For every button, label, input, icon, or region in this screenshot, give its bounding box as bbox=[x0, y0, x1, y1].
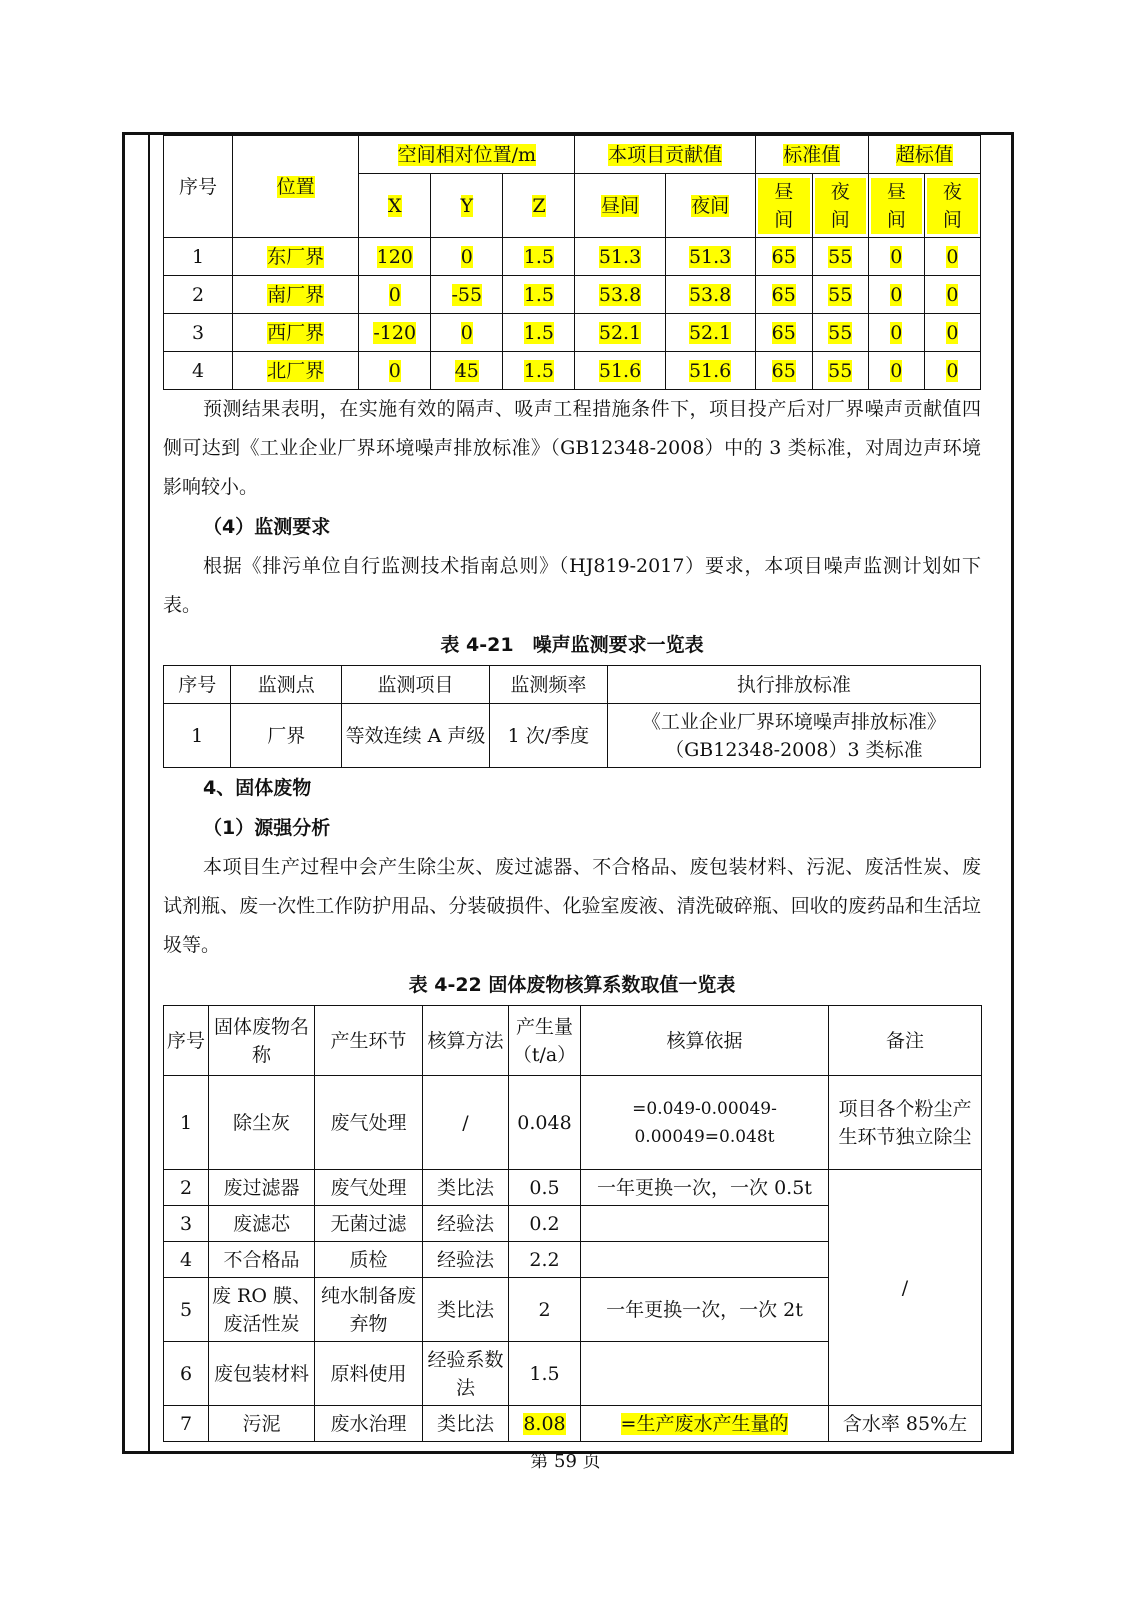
cell-std-night: 55 bbox=[812, 276, 868, 314]
cell-basis: =0.049-0.00049-0.00049=0.048t bbox=[581, 1076, 829, 1170]
cell-day: 51.6 bbox=[575, 352, 665, 390]
cell-x: 0 bbox=[359, 276, 431, 314]
cell-stage: 原料使用 bbox=[315, 1342, 423, 1406]
monitor-table bbox=[163, 665, 981, 768]
cell-std-night: 55 bbox=[812, 352, 868, 390]
cell-std-day: 65 bbox=[755, 238, 812, 276]
cell-seq: 7 bbox=[164, 1406, 209, 1442]
cell-method: 经验系数法 bbox=[423, 1342, 509, 1406]
cell-stage: 废气处理 bbox=[315, 1170, 423, 1206]
cell-amount: 8.08 bbox=[509, 1406, 581, 1442]
cell-ex-day: 0 bbox=[868, 238, 924, 276]
cell-z: 1.5 bbox=[503, 276, 575, 314]
cell-note: 项目各个粉尘产生环节独立除尘 bbox=[829, 1076, 982, 1170]
prediction-paragraph: 预测结果表明，在实施有效的隔声、吸声工程措施条件下，项目投产后对厂界噪声贡献值四侧可达到《工业企业厂界环境噪声排放标准》（GB12348-2008）中的 3 类标准，对周边声环境影响较小。 bbox=[163, 398, 981, 498]
header-exceed: 超标值 bbox=[868, 136, 980, 174]
header-night: 夜间 bbox=[665, 174, 755, 238]
header-freq: 监测频率 bbox=[489, 666, 607, 704]
cell-y: 45 bbox=[431, 352, 503, 390]
monitor-paragraph: 根据《排污单位自行监测技术指南总则》（HJ819-2017）要求，本项目噪声监测计划如下表。 bbox=[163, 555, 981, 616]
cell-seq: 5 bbox=[164, 1278, 209, 1342]
cell-night: 53.8 bbox=[665, 276, 755, 314]
cell-stage: 纯水制备废弃物 bbox=[315, 1278, 423, 1342]
cell-amount: 2 bbox=[509, 1278, 581, 1342]
cell-seq: 6 bbox=[164, 1342, 209, 1406]
cell-z: 1.5 bbox=[503, 352, 575, 390]
cell-seq: 1 bbox=[164, 1076, 209, 1170]
cell-pos: 南厂界 bbox=[233, 276, 359, 314]
header-seq: 序号 bbox=[164, 1006, 209, 1076]
source-analysis-heading: （1）源强分析 bbox=[203, 817, 331, 839]
waste-table bbox=[163, 1005, 982, 1442]
cell-seq: 3 bbox=[164, 314, 233, 352]
header-basis: 核算依据 bbox=[581, 1006, 829, 1076]
cell-std-night: 55 bbox=[812, 314, 868, 352]
cell-stage: 质检 bbox=[315, 1242, 423, 1278]
table-422-caption: 表 4-22 固体废物核算系数取值一览表 bbox=[408, 974, 736, 996]
monitor-heading: （4）监测要求 bbox=[203, 516, 331, 538]
cell-y: -55 bbox=[431, 276, 503, 314]
cell-method: 经验法 bbox=[423, 1242, 509, 1278]
cell-seq: 1 bbox=[164, 238, 233, 276]
cell-name: 除尘灰 bbox=[209, 1076, 315, 1170]
cell-basis: 一年更换一次，一次 2t bbox=[581, 1278, 829, 1342]
cell-night: 51.6 bbox=[665, 352, 755, 390]
cell-amount: 1.5 bbox=[509, 1342, 581, 1406]
cell-x: 120 bbox=[359, 238, 431, 276]
cell-stage: 无菌过滤 bbox=[315, 1206, 423, 1242]
cell-freq: 1 次/季度 bbox=[489, 704, 607, 768]
cell-seq: 2 bbox=[164, 276, 233, 314]
cell-note: / bbox=[829, 1170, 982, 1406]
cell-name: 废滤芯 bbox=[209, 1206, 315, 1242]
table-row bbox=[164, 276, 981, 314]
header-standard: 执行排放标准 bbox=[607, 666, 980, 704]
cell-amount: 0.5 bbox=[509, 1170, 581, 1206]
cell-item: 等效连续 A 声级 bbox=[342, 704, 490, 768]
cell-basis bbox=[581, 1242, 829, 1278]
cell-basis: =生产废水产生量的 bbox=[581, 1406, 829, 1442]
cell-pos: 北厂界 bbox=[233, 352, 359, 390]
cell-stage: 废水治理 bbox=[315, 1406, 423, 1442]
header-y: Y bbox=[431, 174, 503, 238]
cell-name: 污泥 bbox=[209, 1406, 315, 1442]
cell-method: 类比法 bbox=[423, 1170, 509, 1206]
header-contribution: 本项目贡献值 bbox=[575, 136, 755, 174]
cell-method: 类比法 bbox=[423, 1406, 509, 1442]
header-std-day: 昼 间 bbox=[755, 174, 812, 238]
cell-ex-day: 0 bbox=[868, 352, 924, 390]
cell-ex-day: 0 bbox=[868, 276, 924, 314]
header-seq: 序号 bbox=[164, 136, 233, 238]
cell-std-day: 65 bbox=[755, 314, 812, 352]
page-content bbox=[163, 135, 981, 1442]
header-method: 核算方法 bbox=[423, 1006, 509, 1076]
cell-day: 53.8 bbox=[575, 276, 665, 314]
cell-seq: 1 bbox=[164, 704, 231, 768]
cell-name: 废包装材料 bbox=[209, 1342, 315, 1406]
header-z: Z bbox=[503, 174, 575, 238]
cell-seq: 4 bbox=[164, 1242, 209, 1278]
cell-basis: 一年更换一次，一次 0.5t bbox=[581, 1170, 829, 1206]
cell-day: 51.3 bbox=[575, 238, 665, 276]
cell-z: 1.5 bbox=[503, 314, 575, 352]
cell-std-day: 65 bbox=[755, 276, 812, 314]
page-number: 第 59 页 bbox=[530, 1451, 601, 1472]
cell-pos: 西厂界 bbox=[233, 314, 359, 352]
cell-ex-night: 0 bbox=[924, 352, 980, 390]
header-spatial: 空间相对位置/m bbox=[359, 136, 575, 174]
header-ex-day: 昼 间 bbox=[868, 174, 924, 238]
table-row bbox=[164, 704, 981, 768]
header-std-night: 夜 间 bbox=[812, 174, 868, 238]
cell-method: 经验法 bbox=[423, 1206, 509, 1242]
header-name: 固体废物名称 bbox=[209, 1006, 315, 1076]
cell-ex-night: 0 bbox=[924, 276, 980, 314]
cell-seq: 4 bbox=[164, 352, 233, 390]
header-note: 备注 bbox=[829, 1006, 982, 1076]
cell-method: 类比法 bbox=[423, 1278, 509, 1342]
source-paragraph: 本项目生产过程中会产生除尘灰、废过滤器、不合格品、废包装材料、污泥、废活性炭、废试剂瓶、废一次性工作防护用品、分装破损件、化验室废液、清洗破碎瓶、回收的废药品和生活垃圾等。 bbox=[163, 856, 981, 956]
cell-std-day: 65 bbox=[755, 352, 812, 390]
frame-inner-line bbox=[148, 132, 150, 1451]
cell-method: / bbox=[423, 1076, 509, 1170]
header-ex-night: 夜 间 bbox=[924, 174, 980, 238]
cell-y: 0 bbox=[431, 238, 503, 276]
table-row bbox=[164, 352, 981, 390]
cell-point: 厂界 bbox=[231, 704, 342, 768]
header-seq: 序号 bbox=[164, 666, 231, 704]
cell-x: 0 bbox=[359, 352, 431, 390]
cell-basis bbox=[581, 1206, 829, 1242]
cell-day: 52.1 bbox=[575, 314, 665, 352]
header-day: 昼间 bbox=[575, 174, 665, 238]
cell-standard: 《工业企业厂界环境噪声排放标准》（GB12348-2008）3 类标准 bbox=[607, 704, 980, 768]
header-point: 监测点 bbox=[231, 666, 342, 704]
table-row bbox=[164, 1170, 982, 1206]
cell-stage: 废气处理 bbox=[315, 1076, 423, 1170]
cell-pos: 东厂界 bbox=[233, 238, 359, 276]
cell-x: -120 bbox=[359, 314, 431, 352]
table-row bbox=[164, 238, 981, 276]
cell-seq: 3 bbox=[164, 1206, 209, 1242]
cell-note: 含水率 85%左 bbox=[829, 1406, 982, 1442]
solid-waste-heading: 4、固体废物 bbox=[203, 777, 312, 799]
cell-seq: 2 bbox=[164, 1170, 209, 1206]
header-item: 监测项目 bbox=[342, 666, 490, 704]
table-row bbox=[164, 1406, 982, 1442]
cell-ex-night: 0 bbox=[924, 314, 980, 352]
cell-ex-night: 0 bbox=[924, 238, 980, 276]
header-stage: 产生环节 bbox=[315, 1006, 423, 1076]
cell-y: 0 bbox=[431, 314, 503, 352]
table-421-caption: 表 4-21 噪声监测要求一览表 bbox=[440, 634, 704, 656]
table-row bbox=[164, 1076, 982, 1170]
cell-name: 废 RO 膜、废活性炭 bbox=[209, 1278, 315, 1342]
cell-name: 废过滤器 bbox=[209, 1170, 315, 1206]
cell-night: 52.1 bbox=[665, 314, 755, 352]
header-amount: 产生量（t/a） bbox=[509, 1006, 581, 1076]
table-row bbox=[164, 314, 981, 352]
cell-name: 不合格品 bbox=[209, 1242, 315, 1278]
noise-prediction-table bbox=[163, 135, 981, 390]
cell-basis bbox=[581, 1342, 829, 1406]
cell-amount: 0.2 bbox=[509, 1206, 581, 1242]
cell-amount: 2.2 bbox=[509, 1242, 581, 1278]
header-x: X bbox=[359, 174, 431, 238]
header-position: 位置 bbox=[233, 136, 359, 238]
cell-z: 1.5 bbox=[503, 238, 575, 276]
header-standard: 标准值 bbox=[755, 136, 868, 174]
cell-night: 51.3 bbox=[665, 238, 755, 276]
cell-amount: 0.048 bbox=[509, 1076, 581, 1170]
cell-std-night: 55 bbox=[812, 238, 868, 276]
cell-ex-day: 0 bbox=[868, 314, 924, 352]
